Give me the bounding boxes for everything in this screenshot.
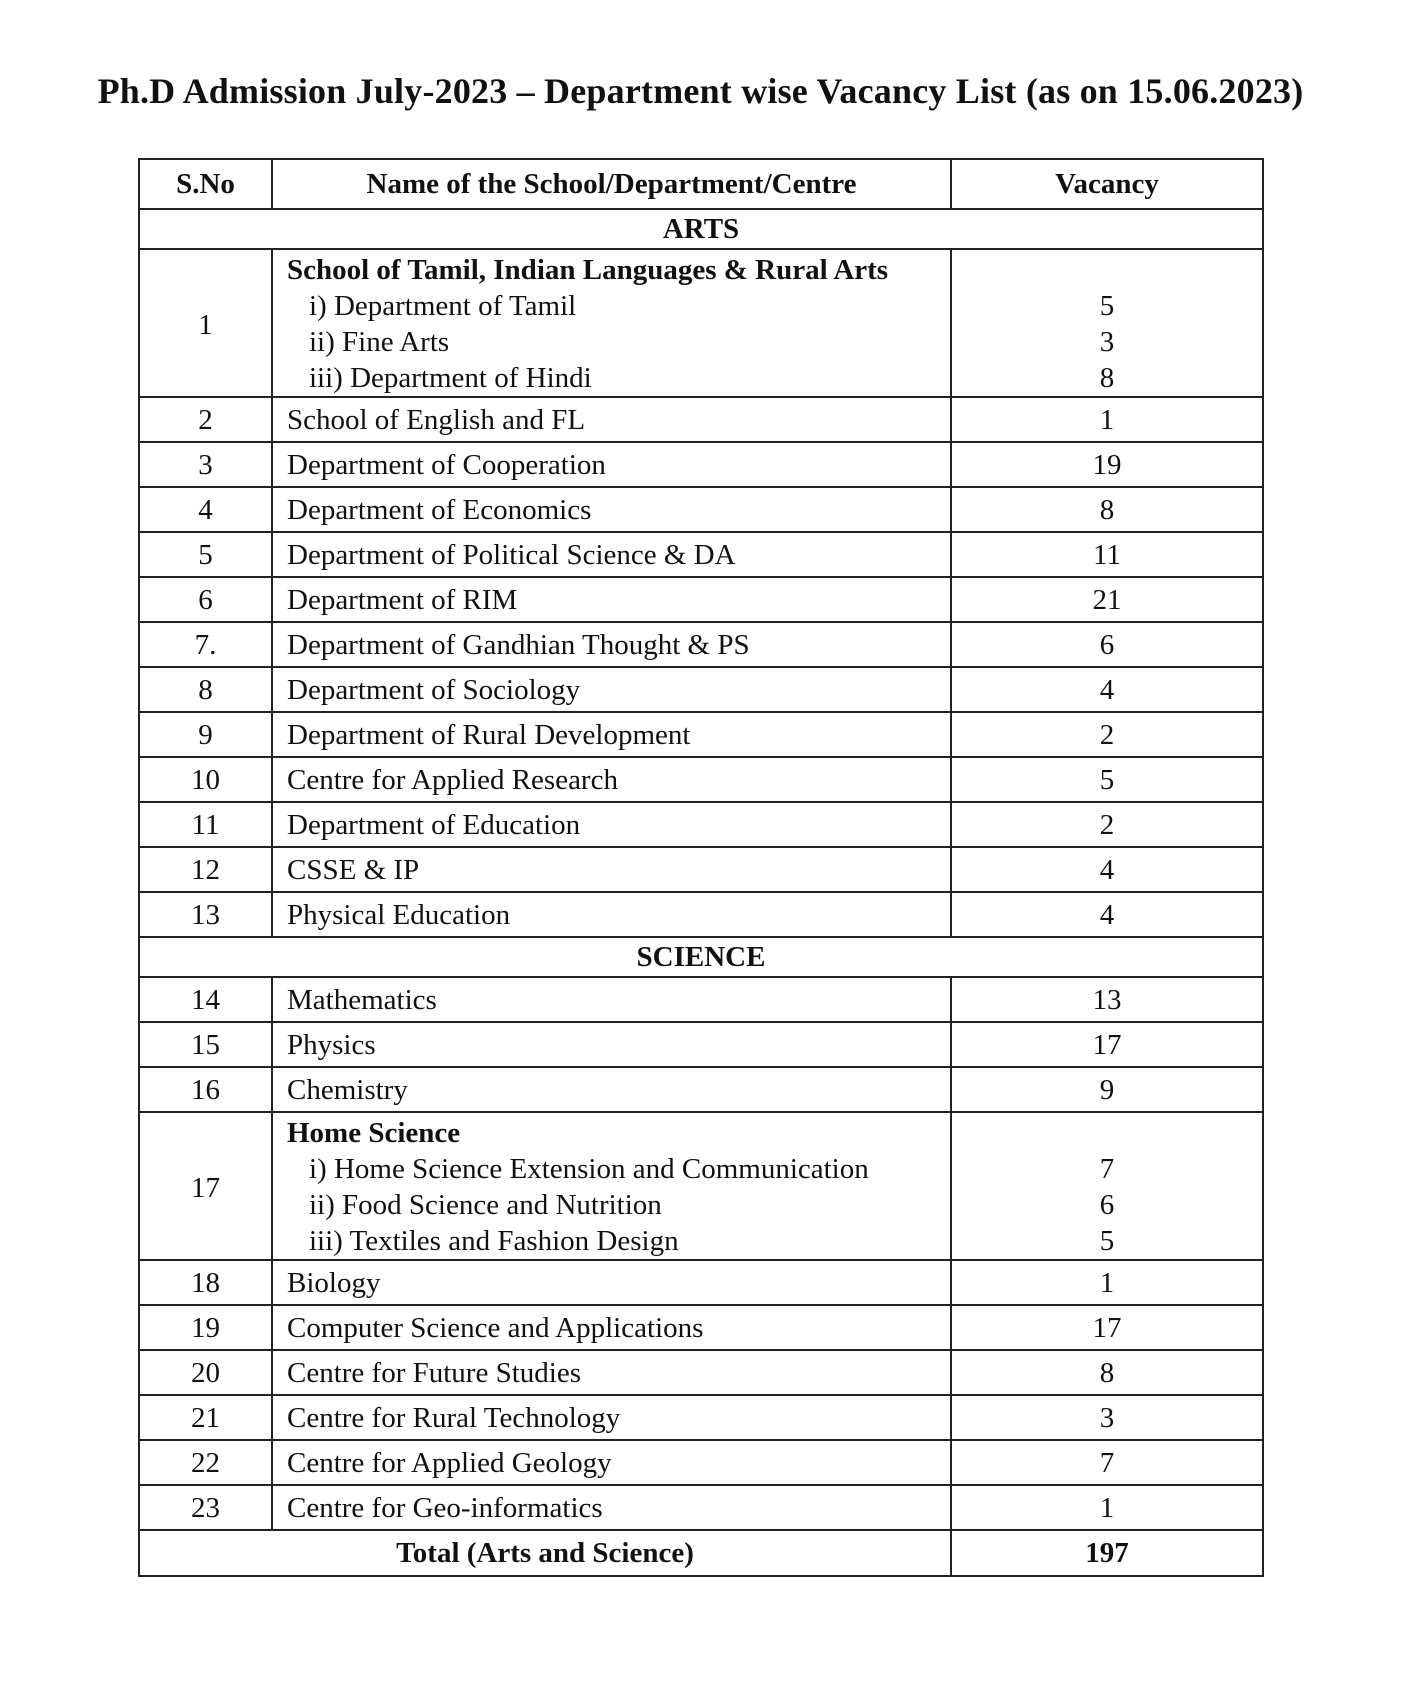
vacancy-cell: 2	[951, 712, 1263, 757]
vacancy-cell: 8	[951, 1350, 1263, 1395]
total-label: Total (Arts and Science)	[139, 1530, 951, 1576]
sno-cell: 3	[139, 442, 272, 487]
name-cell: Mathematics	[272, 977, 951, 1022]
table-row	[139, 577, 1263, 622]
table-row	[139, 847, 1263, 892]
vacancy-cell: 2	[951, 802, 1263, 847]
sno-cell: 22	[139, 1440, 272, 1485]
header-name: Name of the School/Department/Centre	[272, 159, 951, 209]
sno-cell: 16	[139, 1067, 272, 1112]
name-cell: Physical Education	[272, 892, 951, 937]
name-cell: Centre for Future Studies	[272, 1350, 951, 1395]
name-cell: Centre for Rural Technology	[272, 1395, 951, 1440]
sub-name: i) Home Science Extension and Communication	[309, 1153, 869, 1185]
vacancy-cell: 6	[951, 622, 1263, 667]
vacancy-cell: 17	[951, 1022, 1263, 1067]
name-cell: Biology	[272, 1260, 951, 1305]
sno-cell: 2	[139, 397, 272, 442]
table-row	[139, 757, 1263, 802]
group-heading: Home Science	[287, 1117, 461, 1149]
name-cell	[272, 1112, 951, 1260]
sno-cell: 6	[139, 577, 272, 622]
vacancy-cell: 21	[951, 577, 1263, 622]
table-row	[139, 667, 1263, 712]
sno-cell: 20	[139, 1350, 272, 1395]
header-vacancy: Vacancy	[951, 159, 1263, 209]
table-row-group	[139, 249, 1263, 397]
name-cell: CSSE & IP	[272, 847, 951, 892]
sno-cell: 21	[139, 1395, 272, 1440]
table-row	[139, 1260, 1263, 1305]
vacancy-cell: 3	[951, 1395, 1263, 1440]
table-row	[139, 802, 1263, 847]
name-cell: Department of Rural Development	[272, 712, 951, 757]
table-row	[139, 1022, 1263, 1067]
table-row	[139, 1067, 1263, 1112]
name-cell: Centre for Applied Geology	[272, 1440, 951, 1485]
sno-cell: 5	[139, 532, 272, 577]
sub-vacancy: 5	[1099, 1225, 1115, 1257]
vacancy-cell: 5	[951, 757, 1263, 802]
sub-name: ii) Food Science and Nutrition	[309, 1189, 662, 1221]
table-row	[139, 1395, 1263, 1440]
vacancy-cell: 13	[951, 977, 1263, 1022]
header-row	[139, 159, 1263, 209]
vacancy-cell: 19	[951, 442, 1263, 487]
table-row	[139, 487, 1263, 532]
sno-cell: 9	[139, 712, 272, 757]
name-cell: Department of Gandhian Thought & PS	[272, 622, 951, 667]
name-cell: Chemistry	[272, 1067, 951, 1112]
table-row	[139, 1350, 1263, 1395]
sub-vacancy: 6	[1099, 1189, 1115, 1221]
name-cell: Department of RIM	[272, 577, 951, 622]
sno-cell: 10	[139, 757, 272, 802]
table-row	[139, 622, 1263, 667]
name-cell: Computer Science and Applications	[272, 1305, 951, 1350]
vacancy-cell: 4	[951, 892, 1263, 937]
sub-name: iii) Textiles and Fashion Design	[309, 1225, 679, 1257]
name-cell: School of English and FL	[272, 397, 951, 442]
sub-name: ii) Fine Arts	[309, 326, 450, 358]
table-row	[139, 532, 1263, 577]
sub-name: i) Department of Tamil	[309, 290, 577, 322]
sno-cell: 13	[139, 892, 272, 937]
sub-vacancy: 7	[1099, 1153, 1115, 1185]
name-cell	[272, 249, 951, 397]
vacancy-cell: 1	[951, 1485, 1263, 1530]
sno-cell: 1	[139, 249, 272, 397]
name-cell: Department of Education	[272, 802, 951, 847]
vacancy-cell: 8	[951, 487, 1263, 532]
table-row	[139, 1440, 1263, 1485]
header-sno: S.No	[139, 159, 272, 209]
section-science: SCIENCE	[139, 937, 1263, 977]
section-row-arts	[139, 209, 1263, 249]
sub-vacancy: 8	[1099, 362, 1115, 394]
sno-cell: 12	[139, 847, 272, 892]
sub-vacancy: 5	[1099, 290, 1115, 322]
sno-cell: 11	[139, 802, 272, 847]
vacancy-cell: 4	[951, 847, 1263, 892]
table-row	[139, 892, 1263, 937]
vacancy-cell	[951, 249, 1263, 397]
sno-cell: 17	[139, 1112, 272, 1260]
total-row	[139, 1530, 1263, 1576]
name-cell: Centre for Geo-informatics	[272, 1485, 951, 1530]
name-cell: Centre for Applied Research	[272, 757, 951, 802]
name-cell: Physics	[272, 1022, 951, 1067]
vacancy-cell: 17	[951, 1305, 1263, 1350]
table-row	[139, 977, 1263, 1022]
section-row-science	[139, 937, 1263, 977]
sub-name: iii) Department of Hindi	[309, 362, 592, 394]
sno-cell: 4	[139, 487, 272, 532]
total-value: 197	[951, 1530, 1263, 1576]
name-cell: Department of Sociology	[272, 667, 951, 712]
name-cell: Department of Economics	[272, 487, 951, 532]
page-title: Ph.D Admission July-2023 – Department wise Vacancy List (as on 15.06.2023)	[97, 71, 1304, 111]
sno-cell: 8	[139, 667, 272, 712]
vacancy-cell: 9	[951, 1067, 1263, 1112]
name-cell: Department of Cooperation	[272, 442, 951, 487]
sno-cell: 18	[139, 1260, 272, 1305]
sno-cell: 7.	[139, 622, 272, 667]
vacancy-cell: 4	[951, 667, 1263, 712]
section-arts: ARTS	[139, 209, 1263, 249]
sno-cell: 23	[139, 1485, 272, 1530]
table-row-group	[139, 1112, 1263, 1260]
vacancy-cell	[951, 1112, 1263, 1260]
table-row	[139, 712, 1263, 757]
vacancy-table	[138, 158, 1264, 1577]
vacancy-cell: 1	[951, 1260, 1263, 1305]
sub-vacancy: 3	[1099, 326, 1115, 358]
vacancy-cell: 1	[951, 397, 1263, 442]
table-row	[139, 442, 1263, 487]
sno-cell: 15	[139, 1022, 272, 1067]
table-row	[139, 1305, 1263, 1350]
name-cell: Department of Political Science & DA	[272, 532, 951, 577]
vacancy-cell: 7	[951, 1440, 1263, 1485]
table-row	[139, 1485, 1263, 1530]
vacancy-cell: 11	[951, 532, 1263, 577]
sno-cell: 19	[139, 1305, 272, 1350]
table-row	[139, 397, 1263, 442]
sno-cell: 14	[139, 977, 272, 1022]
group-heading: School of Tamil, Indian Languages & Rural Arts	[287, 254, 889, 286]
